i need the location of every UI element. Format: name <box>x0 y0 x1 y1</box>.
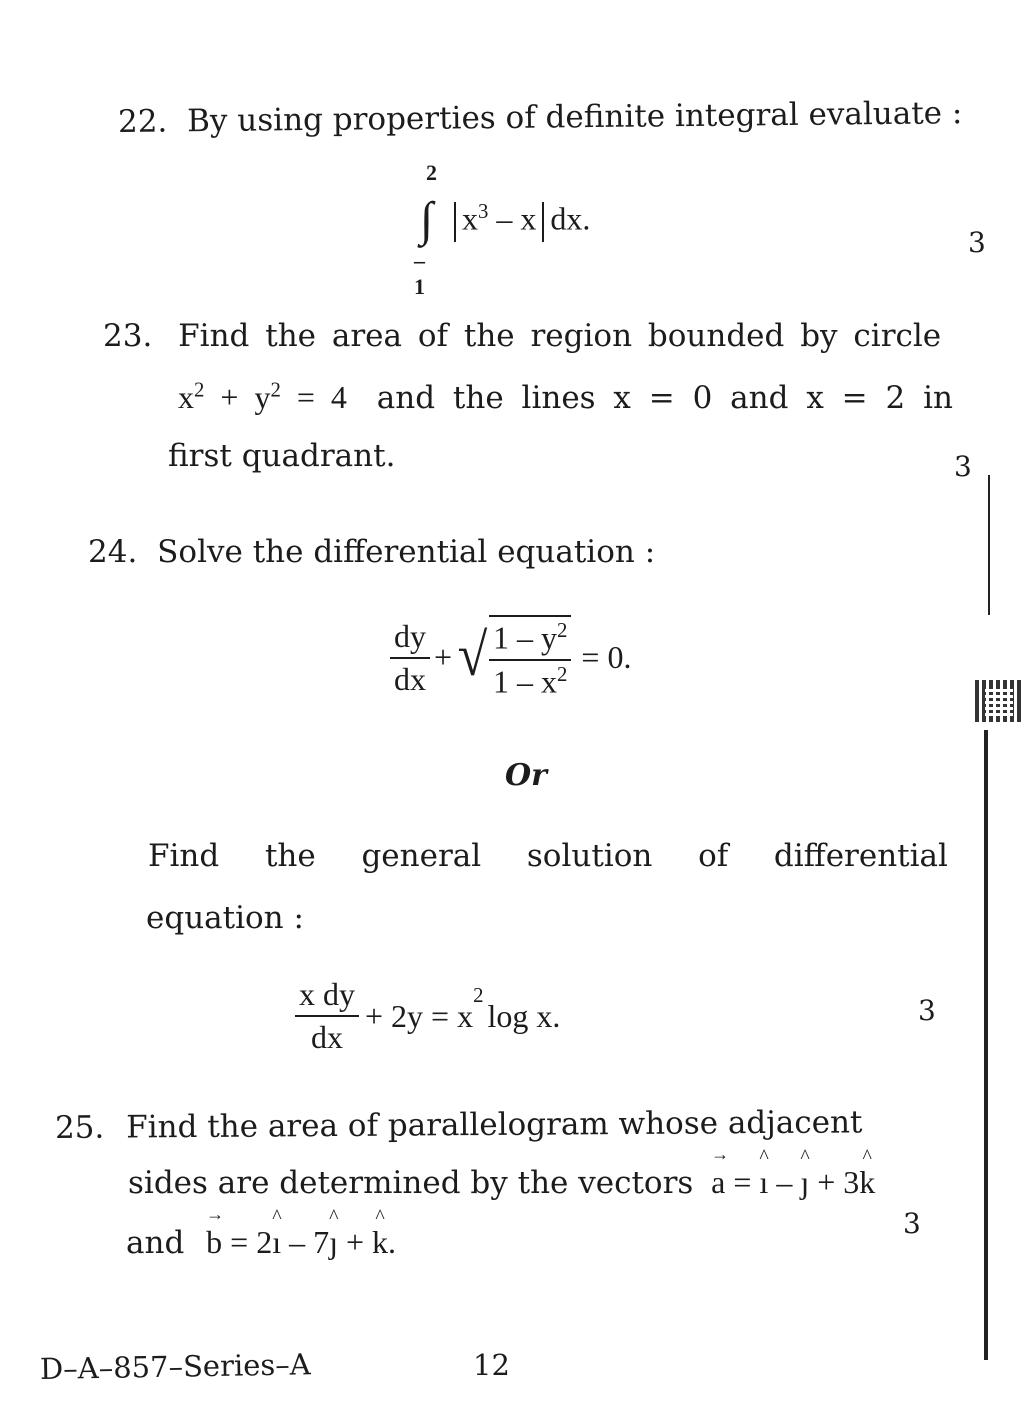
question-text: Find the area of the region bounded by circle <box>178 318 942 354</box>
or-separator: Or <box>505 758 547 793</box>
equation-middle: + 2y = x <box>365 997 474 1034</box>
exponent: 2 <box>473 984 484 1007</box>
differential: dx. <box>550 200 591 237</box>
question-text: Find the area of parallelogram whose adjacent <box>126 1104 863 1146</box>
plus: + <box>345 1224 365 1260</box>
equation-rest: log x. <box>487 997 561 1034</box>
var-x: x <box>462 200 478 237</box>
unit-k: ^ k <box>859 1164 875 1201</box>
square-root <box>456 615 571 700</box>
page-number: 12 <box>473 1348 510 1382</box>
scan-edge-line <box>984 730 988 1360</box>
eq-rhs: = 4 <box>296 378 347 415</box>
question-text: and the lines x = 0 and x = 2 in <box>376 379 953 416</box>
question-number: 22. <box>117 103 168 140</box>
differential-equation-1 <box>390 615 631 700</box>
exponent: 3 <box>478 200 489 223</box>
denominator: dx <box>394 660 426 697</box>
lower-limit: –1 <box>414 248 425 299</box>
marks: 3 <box>968 226 986 259</box>
unit-i: ^ ı <box>759 1164 768 1201</box>
radicand <box>489 615 571 700</box>
eq-mid: + y <box>220 378 271 415</box>
abs-bar-left <box>454 202 456 242</box>
unit-j: ^ ȷ <box>800 1164 809 1201</box>
question-number: 23. <box>103 318 153 354</box>
paper-code: D–A–857–Series–A <box>39 1347 311 1386</box>
equals: = <box>733 1164 752 1200</box>
fraction-xdy-dx <box>295 976 359 1056</box>
numerator: dy <box>390 618 430 659</box>
numerator: x dy <box>295 976 359 1017</box>
marks: 3 <box>918 994 936 1027</box>
question-text: Solve the differential equation : <box>157 534 656 570</box>
fraction-dy-dx <box>390 618 430 698</box>
word: Find <box>148 838 220 874</box>
unit-i: ^ ı <box>272 1224 281 1261</box>
exponent: 2 <box>270 378 281 401</box>
question-number: 24. <box>88 534 138 570</box>
marks: 3 <box>954 450 972 483</box>
denominator: 1 – x <box>492 663 557 700</box>
word: the <box>264 838 316 874</box>
exponent: 2 <box>556 662 568 686</box>
question-25-line3 <box>126 1224 396 1261</box>
word: solution <box>526 838 653 874</box>
exponent: 2 <box>556 619 568 642</box>
question-24-line <box>88 534 655 570</box>
differential-equation-2 <box>295 976 560 1056</box>
equals-coef: = 2 <box>230 1224 273 1260</box>
period: . <box>388 1224 397 1260</box>
minus: – <box>776 1164 793 1200</box>
unit-j: ^ ȷ <box>329 1224 338 1261</box>
question-22-line <box>118 95 963 140</box>
vector-a-expression <box>711 1164 875 1200</box>
question-text: sides are determined by the vectors <box>128 1165 694 1201</box>
exponent: 2 <box>194 378 205 401</box>
alternative-question-line1 <box>148 838 948 874</box>
word: differential <box>773 838 948 874</box>
numerator: 1 – y <box>492 619 557 656</box>
question-23-line3: first quadrant. <box>168 438 396 474</box>
plus-sign: + <box>434 639 453 676</box>
minus-coef: – 7 <box>289 1224 330 1260</box>
marks: 3 <box>903 1207 921 1240</box>
question-text: By using properties of definite integral evaluate : <box>186 95 963 140</box>
word: of <box>698 838 729 874</box>
integrand-rest: – x <box>496 200 537 237</box>
question-text: and <box>126 1225 185 1261</box>
scan-edge-line <box>988 475 990 615</box>
qr-code-icon <box>975 680 1023 722</box>
var-x: x <box>178 378 194 415</box>
vector-b: → b <box>206 1224 222 1261</box>
question-23-line1 <box>103 318 941 354</box>
question-23-line2 <box>178 378 953 416</box>
upper-limit: 2 <box>426 160 437 185</box>
unit-k: ^ k <box>372 1224 388 1261</box>
denominator: dx <box>311 1019 343 1055</box>
alternative-question-line2: equation : <box>146 900 304 936</box>
radicand-fraction <box>489 619 571 700</box>
abs-bar-right <box>542 202 544 242</box>
question-25-line2 <box>128 1164 875 1201</box>
word: general <box>361 838 482 874</box>
question-25-line1 <box>55 1104 863 1146</box>
integral-sign: ∫ <box>420 193 434 246</box>
vector-a: → a <box>711 1164 725 1201</box>
question-number: 25. <box>54 1109 105 1146</box>
equation-rhs: = 0. <box>581 639 632 676</box>
circle-equation <box>178 379 347 415</box>
integrand <box>448 200 590 242</box>
radical-icon: √ <box>457 622 488 688</box>
vector-b-expression <box>206 1224 396 1260</box>
plus-coef: + 3 <box>817 1164 860 1200</box>
